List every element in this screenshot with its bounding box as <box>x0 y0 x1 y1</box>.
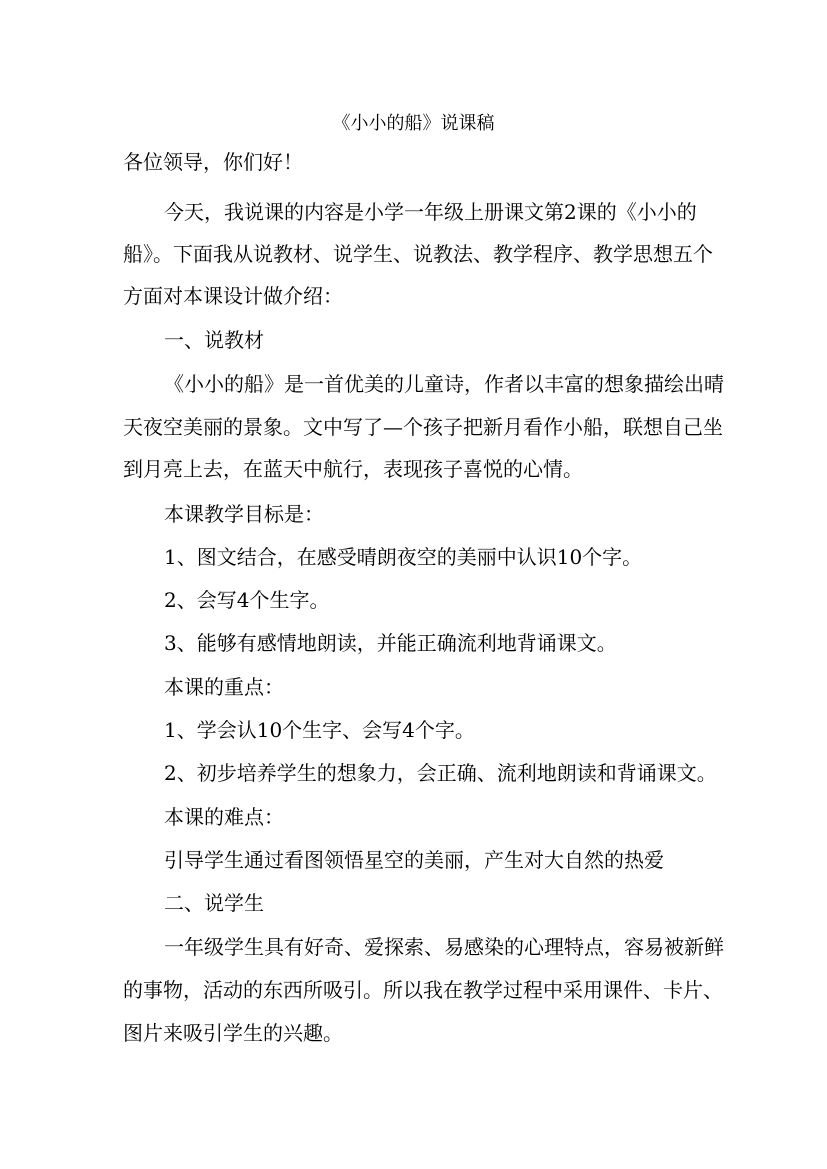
keypoint-item: 2、初步培养学生的想象力，会正确、流利地朗读和背诵课文。 <box>164 761 717 785</box>
students-paragraph-line: 图片来吸引学生的兴趣。 <box>123 1021 343 1045</box>
goal-item: 2、会写4个生字。 <box>164 588 330 612</box>
section-heading-students: 二、说学生 <box>164 891 264 915</box>
material-paragraph-line: 到月亮上去，在蓝天中航行，表现孩子喜悦的心情。 <box>123 457 583 481</box>
section-heading-teaching-material: 一、说教材 <box>164 328 264 352</box>
students-paragraph-line: 一年级学生具有好奇、爱探索、易感染的心理特点，容易被新鲜 <box>164 935 724 959</box>
keypoint-item: 1、学会认10个生字、会写4个字。 <box>164 718 475 742</box>
goal-item: 3、能够有感情地朗读，并能正确流利地背诵课文。 <box>164 631 617 655</box>
intro-line: 今天，我说课的内容是小学一年级上册课文第2课的《小小的 <box>164 200 697 224</box>
greeting: 各位领导，你们好！ <box>123 150 303 174</box>
goal-item: 1、图文结合，在感受晴朗夜空的美丽中认识10个字。 <box>164 545 643 569</box>
document-title: 《小小的船》说课稿 <box>332 113 495 134</box>
goals-heading: 本课教学目标是： <box>164 502 324 526</box>
intro-line: 船》。下面我从说教材、说学生、说教法、教学程序、教学思想五个 <box>123 242 713 266</box>
intro-line: 方面对本课设计做介绍： <box>123 284 343 308</box>
keypoints-heading: 本课的重点： <box>164 675 284 699</box>
difficulty-heading: 本课的难点： <box>164 805 284 829</box>
material-paragraph-line: 《小小的船》是一首优美的儿童诗，作者以丰富的想象描绘出晴 <box>164 372 724 396</box>
material-paragraph-line: 天夜空美丽的景象。文中写了—个孩子把新月看作小船，联想自己坐 <box>123 415 723 439</box>
students-paragraph-line: 的事物，活动的东西所吸引。所以我在教学过程中采用课件、卡片、 <box>123 978 723 1002</box>
difficulty-text: 引导学生通过看图领悟星空的美丽，产生对大自然的热爱 <box>164 848 664 872</box>
